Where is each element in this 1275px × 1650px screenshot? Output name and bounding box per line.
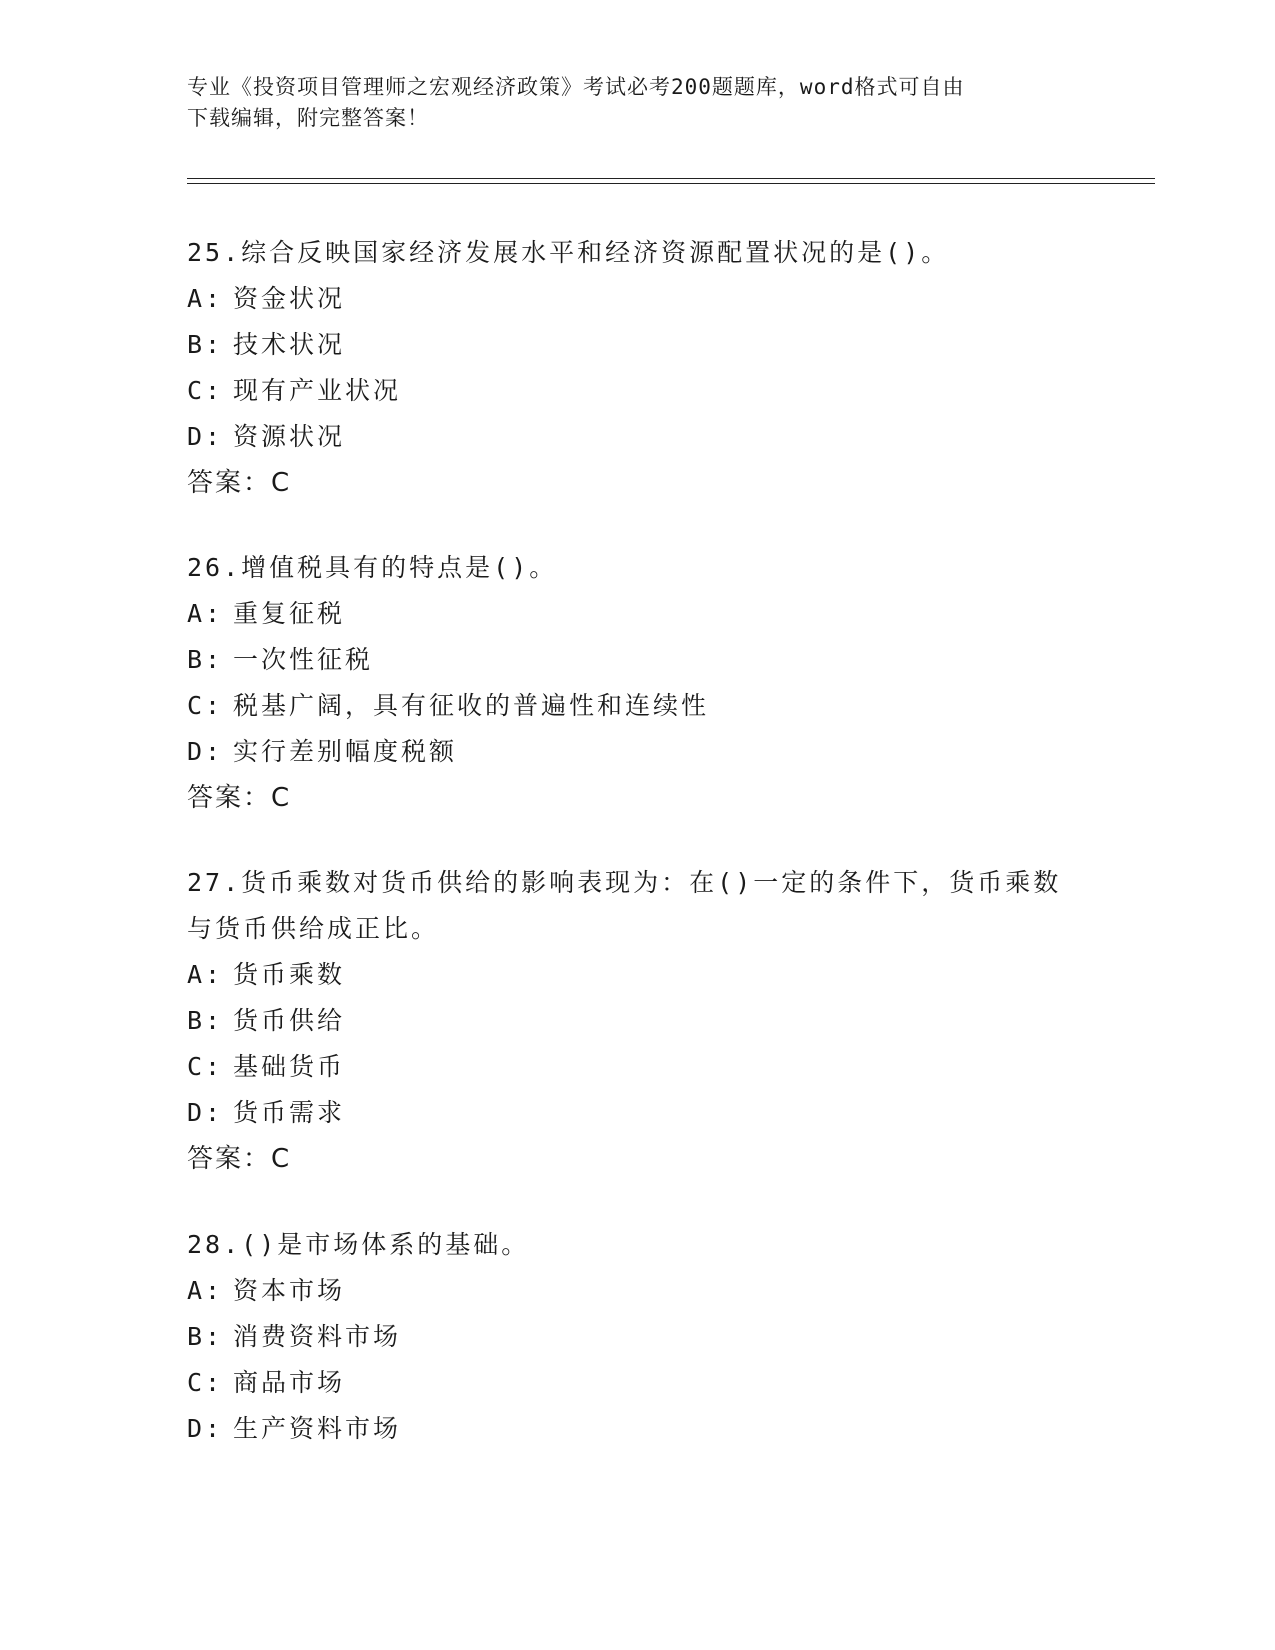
option-c (187, 368, 1087, 414)
option-text: 税基广阔，具有征收的普遍性和连续性 (233, 691, 710, 720)
answer-line: 答案：C (187, 783, 292, 813)
option-key: C: (187, 1052, 224, 1081)
option-key: D: (187, 737, 224, 766)
option-key: D: (187, 422, 224, 451)
option-c (187, 683, 1087, 729)
option-b (187, 1314, 1087, 1360)
question-stem-line-2: 与货币供给成正比。 (187, 914, 440, 943)
option-d (187, 1406, 1087, 1452)
option-a (187, 591, 1087, 637)
option-text: 货币需求 (233, 1098, 346, 1127)
option-key: A: (187, 284, 224, 313)
option-d (187, 1090, 1087, 1136)
answer-line: 答案：C (187, 1144, 292, 1174)
option-text: 资金状况 (233, 284, 346, 313)
header-line-2: 下载编辑，附完整答案！ (187, 106, 429, 130)
option-b (187, 322, 1087, 368)
header-line-1: 专业《投资项目管理师之宏观经济政策》考试必考200题题库，word格式可自由 (187, 75, 965, 99)
header-divider-top (187, 178, 1155, 179)
option-a (187, 276, 1087, 322)
option-text: 基础货币 (233, 1052, 346, 1081)
option-d (187, 414, 1087, 460)
option-text: 货币乘数 (233, 960, 346, 989)
option-key: D: (187, 1098, 224, 1127)
option-text: 商品市场 (233, 1368, 346, 1397)
header-divider-bottom (187, 183, 1155, 184)
option-key: B: (187, 645, 224, 674)
option-d (187, 729, 1087, 775)
option-c (187, 1360, 1087, 1406)
option-a (187, 1268, 1087, 1314)
option-key: B: (187, 330, 224, 359)
option-text: 一次性征税 (233, 645, 374, 674)
option-text: 资本市场 (233, 1276, 346, 1305)
question-27 (187, 860, 1087, 1182)
option-key: A: (187, 1276, 224, 1305)
option-key: B: (187, 1006, 224, 1035)
option-text: 资源状况 (233, 422, 346, 451)
document-header (187, 72, 1067, 134)
option-text: 重复征税 (233, 599, 346, 628)
option-text: 消费资料市场 (233, 1322, 402, 1351)
option-key: C: (187, 691, 224, 720)
option-key: C: (187, 376, 224, 405)
option-c (187, 1044, 1087, 1090)
answer-line: 答案：C (187, 468, 292, 498)
question-stem: 26.增值税具有的特点是()。 (187, 553, 558, 582)
option-text: 技术状况 (233, 330, 346, 359)
option-key: D: (187, 1414, 224, 1443)
option-key: B: (187, 1322, 224, 1351)
option-a (187, 952, 1087, 998)
option-key: C: (187, 1368, 224, 1397)
option-text: 生产资料市场 (233, 1414, 402, 1443)
question-stem: 25.综合反映国家经济发展水平和经济资源配置状况的是()。 (187, 238, 950, 267)
question-26 (187, 545, 1087, 821)
question-28 (187, 1222, 1087, 1452)
option-b (187, 637, 1087, 683)
question-25 (187, 230, 1087, 506)
question-stem-line-1: 27.货币乘数对货币供给的影响表现为：在()一定的条件下，货币乘数 (187, 868, 1062, 897)
option-text: 货币供给 (233, 1006, 346, 1035)
question-stem: 28.()是市场体系的基础。 (187, 1230, 530, 1259)
option-b (187, 998, 1087, 1044)
option-key: A: (187, 960, 224, 989)
option-text: 实行差别幅度税额 (233, 737, 458, 766)
option-key: A: (187, 599, 224, 628)
option-text: 现有产业状况 (233, 376, 402, 405)
